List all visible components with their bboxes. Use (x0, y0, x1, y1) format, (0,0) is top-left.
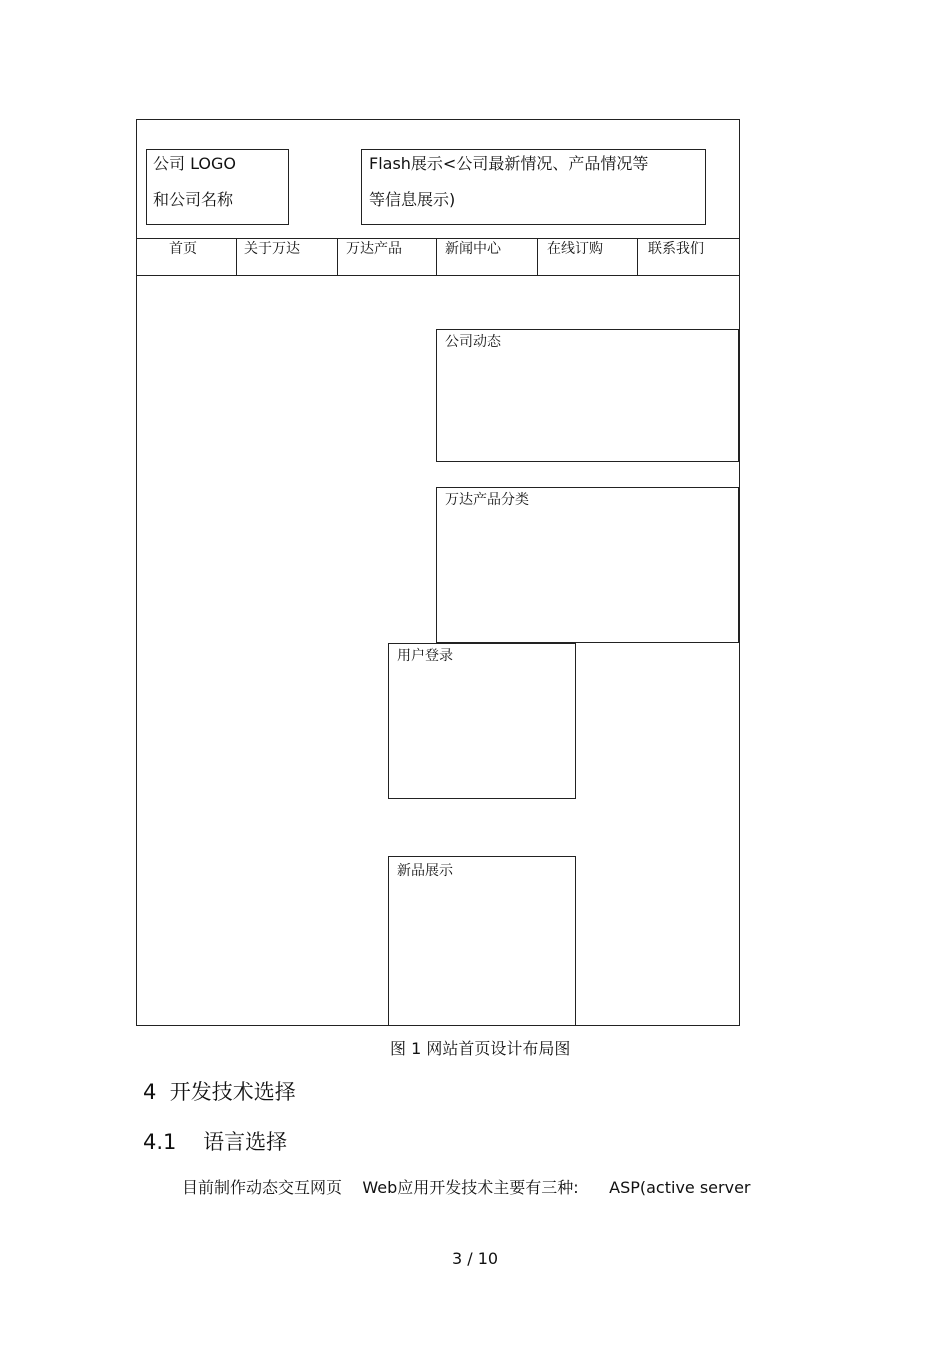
body-paragraph: 目前制作动态交互网页 Web应用开发技术主要有三种: ASP(active server (182, 1178, 751, 1197)
new-products-label: 新品展示 (397, 863, 453, 879)
nav-item-contact: 联系我们 (648, 241, 704, 257)
nav-item-home: 首页 (169, 241, 197, 257)
nav-item-news: 新闻中心 (445, 241, 501, 257)
product-categories-panel (436, 487, 739, 643)
company-news-label: 公司动态 (445, 334, 501, 350)
nav-item-about: 关于万达 (244, 241, 300, 257)
flash-box-line1: Flash展示<公司最新情况、产品情况等 (369, 154, 649, 173)
nav-divider (236, 238, 237, 276)
nav-divider (436, 238, 437, 276)
nav-divider (337, 238, 338, 276)
logo-box-line2: 和公司名称 (153, 190, 234, 209)
product-categories-label: 万达产品分类 (445, 492, 529, 508)
section-heading-4-1: 4.1 语言选择 (143, 1130, 288, 1154)
nav-divider (537, 238, 538, 276)
nav-item-order: 在线订购 (547, 241, 603, 257)
nav-item-products: 万达产品 (346, 241, 402, 257)
figure-caption: 图 1 网站首页设计布局图 (390, 1039, 571, 1058)
nav-bottom-line (136, 275, 740, 276)
logo-box-line1: 公司 LOGO (153, 154, 237, 173)
page-number: 3 / 10 (452, 1249, 499, 1268)
nav-divider (637, 238, 638, 276)
user-login-panel (388, 643, 576, 799)
section-heading-4: 4 开发技术选择 (143, 1080, 296, 1104)
new-products-panel (388, 856, 576, 1026)
user-login-label: 用户登录 (397, 648, 453, 664)
flash-box-line2: 等信息展示) (369, 190, 456, 209)
